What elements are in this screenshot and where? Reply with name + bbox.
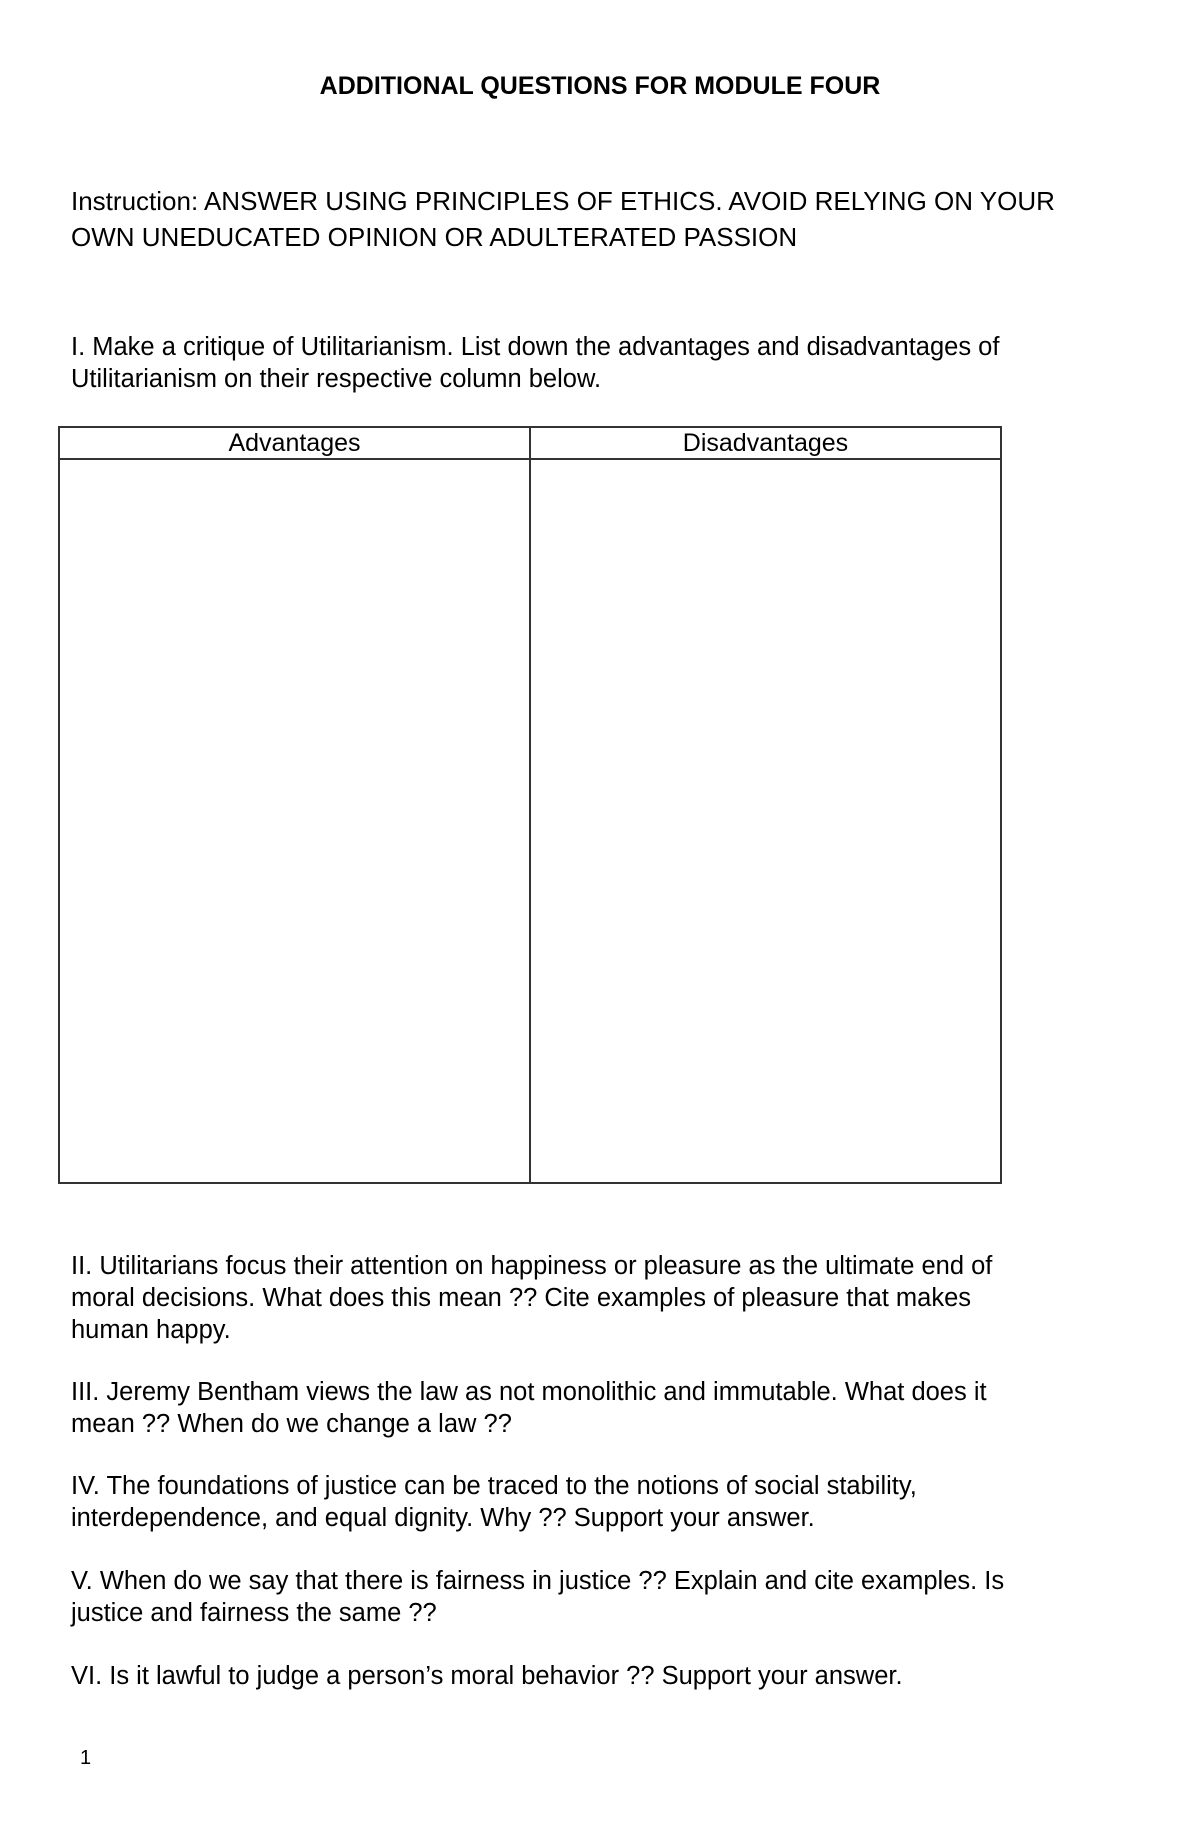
disadvantages-answer-cell[interactable] [530, 459, 1001, 1183]
page-number: 1 [80, 1747, 92, 1769]
question-6-line-1: VI. Is it lawful to judge a person’s moral behavior ?? Support your answer. [71, 1662, 903, 1690]
question-4-line-2: interdependence, and equal dignity. Why ?? Support your answer. [71, 1504, 815, 1532]
question-1 [71, 331, 1111, 395]
question-1-line-2: Utilitarianism on their respective column below. [71, 365, 602, 393]
question-2-line-2: moral decisions. What does this mean ?? Cite examples of pleasure that makes [71, 1284, 972, 1312]
question-1-line-1: I. Make a critique of Utilitarianism. List down the advantages and disadvantages of [71, 333, 1000, 361]
question-4-line-1: IV. The foundations of justice can be traced to the notions of social stability, [71, 1472, 917, 1500]
document-title: ADDITIONAL QUESTIONS FOR MODULE FOUR [319, 72, 881, 100]
instruction-line-1: Instruction: ANSWER USING PRINCIPLES OF ETHICS. AVOID RELYING ON YOUR [71, 186, 1055, 216]
question-3 [71, 1376, 1131, 1440]
question-2-line-3: human happy. [71, 1316, 231, 1344]
question-5-line-1: V. When do we say that there is fairness in justice ?? Explain and cite examples. Is [71, 1567, 1005, 1595]
table-answer-row [59, 459, 1001, 1183]
question-6 [71, 1660, 1131, 1692]
question-2-line-1: II. Utilitarians focus their attention on happiness or pleasure as the ultimate end of [71, 1252, 993, 1280]
question-3-line-1: III. Jeremy Bentham views the law as not monolithic and immutable. What does it [71, 1378, 987, 1406]
question-3-line-2: mean ?? When do we change a law ?? [71, 1410, 512, 1438]
question-5 [71, 1565, 1131, 1629]
disadvantages-header: Disadvantages [530, 427, 1001, 459]
question-5-line-2: justice and fairness the same ?? [71, 1599, 437, 1627]
instruction-text [71, 183, 1151, 255]
question-2 [71, 1250, 1131, 1346]
advantages-answer-cell[interactable] [59, 459, 530, 1183]
instruction-line-2: OWN UNEDUCATED OPINION OR ADULTERATED PASSION [71, 222, 798, 252]
question-4 [71, 1470, 1131, 1534]
advantages-header: Advantages [59, 427, 530, 459]
table-header-row [59, 427, 1001, 459]
advantages-disadvantages-table [58, 426, 1002, 1184]
